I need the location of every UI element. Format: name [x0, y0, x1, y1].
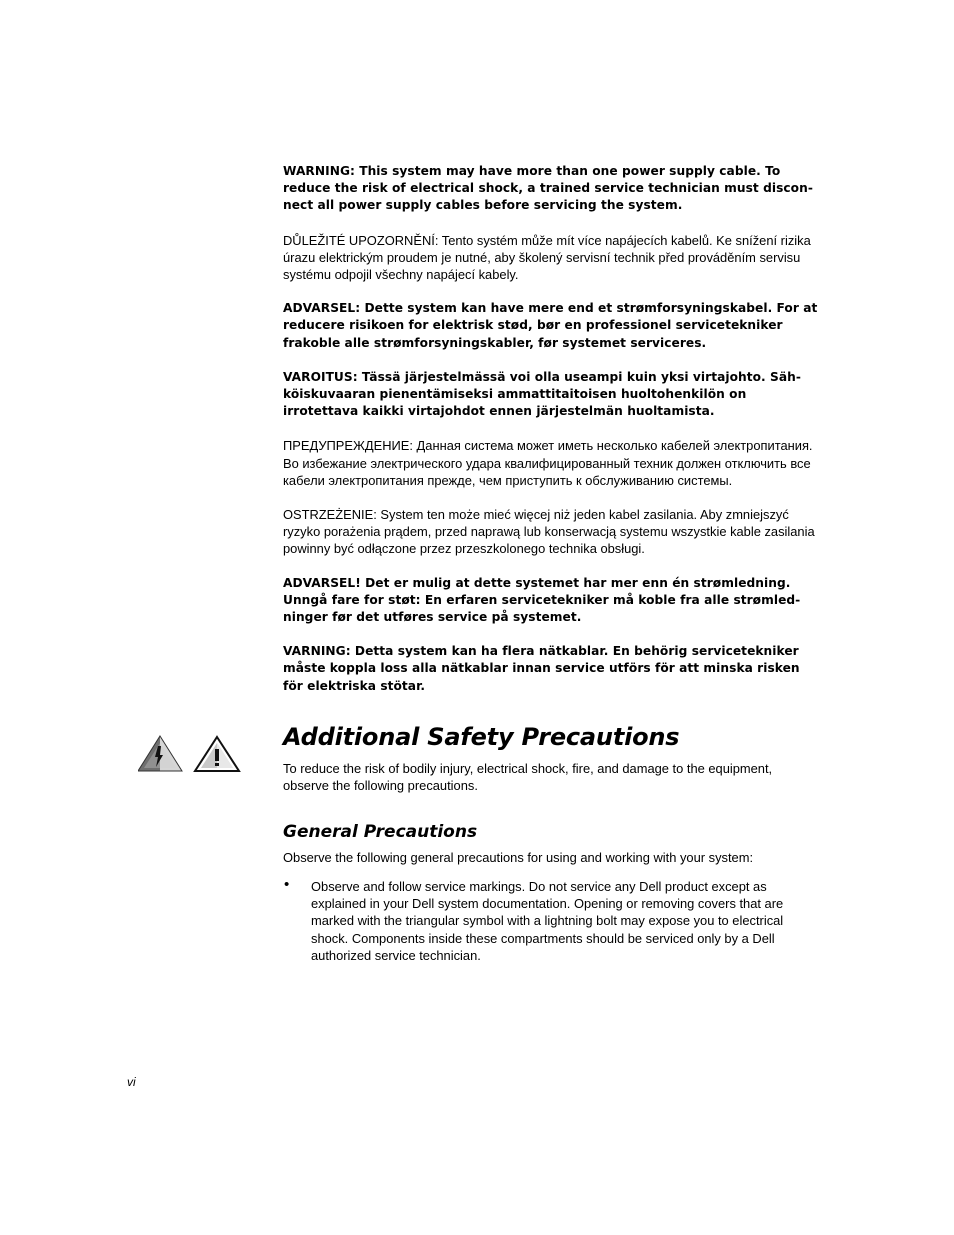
precautions-list: [283, 878, 818, 964]
subsection-title: General Precautions: [283, 822, 478, 842]
list-item-text: Observe and follow service markings. Do not service any Dell product except as explained in your Dell system documentation. Opening or removing covers that are marked with the triangular symbol with a lightning bolt may expose you to electrical shock. Components inside these compartments should be serviced only by a Dell authorized service technician.: [311, 879, 784, 963]
warnings-block: [283, 163, 818, 712]
warning-russian: ПРЕДУПРЕЖДЕНИЕ: Данная система может иметь несколько кабелей электропитания. Во избежание электрического удара квалифицированный техник должен отключить все кабели электропитания прежде, чем приступить к обслуживанию системы.: [283, 438, 813, 488]
safety-icons: [138, 734, 242, 774]
caution-exclamation-icon: [195, 737, 239, 771]
warning-norwegian: ADVARSEL! Det er mulig at dette systemet har mer enn én strømledning. Unngå fare for støt: En erfaren servicetekniker må koble fra alle strømled-ninger før det utføres service på systemet.: [283, 575, 801, 625]
warning-polish: OSTRZEŻENIE: System ten może mieć więcej niż jeden kabel zasilania. Aby zmniejszyć ryzyko porażenia prądem, przed naprawą lub konserwacją systemu wszystkie kable zasilania powinny być odłączone przez przeszkolonego technika obsługi.: [283, 507, 815, 557]
bullet-icon: •: [284, 876, 290, 893]
list-item: [283, 878, 818, 964]
warning-swedish: VARNING: Detta system kan ha flera nätkablar. En behörig servicetekniker måste koppla loss alla nätkablar innan service utförs för att minska risken för elektriska stötar.: [283, 644, 800, 693]
section-intro: To reduce the risk of bodily injury, electrical shock, fire, and damage to the equipment, observe the following precautions.: [283, 761, 773, 794]
warning-czech: DŮLEŽITÉ UPOZORNĚNÍ: Tento systém může mít více napájecích kabelů. Ke snížení rizika úrazu elektrickým proudem je nutné, aby školený servisní technik před prováděním servisu systému odpojil všechny napájecí kabely.: [283, 232, 811, 283]
warning-danish: ADVARSEL: Dette system kan have mere end et strømforsyningskabel. For at reducere risikoen for elektrisk stød, bør en professionel servicetekniker frakoble alle strømforsyningskabler, før systemet serviceres.: [283, 301, 818, 350]
lightning-warning-icon: [138, 736, 182, 771]
safety-icons-graphic: [138, 734, 242, 774]
warning-english: WARNING: This system may have more than one power supply cable. To reduce the risk of electrical shock, a trained service technician must discon-nect all power supply cables before servicing the system.: [283, 164, 813, 213]
page-number: vi: [127, 1075, 136, 1089]
subsection-intro: Observe the following general precautions for using and working with your system:: [283, 850, 754, 865]
section-title: Additional Safety Precautions: [283, 723, 680, 751]
warning-finnish: VAROITUS: Tässä järjestelmässä voi olla useampi kuin yksi virtajohto. Säh-köiskuvaaran pienentämiseksi ammattitaitoisen huoltohenkilön on irrotettava kaikki virtajohdot ennen järjestelmän huoltamista.: [283, 369, 801, 419]
